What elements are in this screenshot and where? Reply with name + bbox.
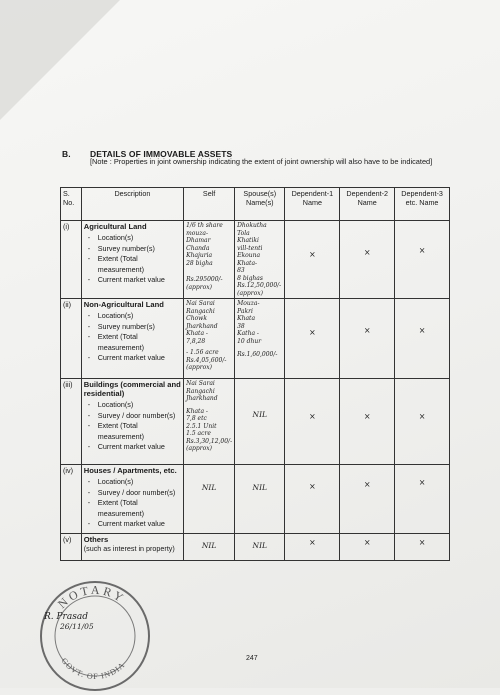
handwritten-line: (approx) — [186, 445, 212, 452]
notary-date: 26/11/05 — [60, 622, 94, 631]
header-dependent-3: Dependent-3 etc. Name — [395, 188, 450, 221]
handwritten-line: vill-tenti — [237, 244, 263, 252]
self-handwritten-entry — [184, 534, 235, 561]
handwritten-line: Katha - — [237, 330, 259, 337]
handwritten-line: 1.5 acre — [186, 430, 211, 437]
handwritten-line: Tola — [237, 229, 250, 237]
handwritten-line: Rangachi — [186, 307, 215, 315]
handwritten-line: Dhokutha — [237, 222, 267, 229]
handwritten-line: 2.5.1 Unit — [186, 422, 217, 430]
section-letter: B. — [62, 149, 71, 159]
handwritten-line: Rs.12,50,000/- — [237, 282, 282, 289]
dependent-2-cross-mark — [340, 379, 395, 465]
table-row — [61, 465, 450, 534]
cross-mark: × — [418, 326, 426, 335]
handwritten-line: Nai Sarai — [186, 380, 215, 387]
cross-mark: × — [363, 412, 371, 421]
dependent-2-cross-mark — [340, 465, 395, 534]
handwritten-line: Jharkhand — [186, 322, 218, 330]
list-item: - Current market value — [84, 519, 181, 530]
row-description — [81, 379, 183, 465]
table-row — [61, 534, 450, 561]
spouse-handwritten-entry — [235, 299, 285, 379]
handwritten-line: Rs.1,60,000/- — [237, 351, 278, 358]
handwritten-nil: NIL — [252, 410, 268, 419]
cross-mark: × — [309, 412, 316, 421]
dependent-3-cross-mark — [395, 221, 450, 299]
section-title: DETAILS OF IMMOVABLE ASSETS — [90, 149, 233, 159]
list-item: - Location(s) — [84, 233, 181, 244]
handwritten-nil: NIL — [252, 541, 268, 550]
handwritten-line: Khata — [237, 315, 256, 322]
handwritten-line: 1/6 th share — [186, 222, 223, 229]
handwritten-line: Khata - — [186, 330, 208, 337]
row-category: Buildings (commercial and residential) — [83, 380, 181, 398]
cross-mark: × — [309, 250, 316, 259]
list-item: - Survey / door number(s) — [84, 411, 181, 422]
dependent-1-cross-mark — [285, 221, 340, 299]
list-item: - Extent (Total measurement) — [84, 254, 181, 275]
list-item: - Current market value — [84, 442, 181, 453]
dependent-1-cross-mark — [285, 379, 340, 465]
handwritten-line: Khajuria — [186, 252, 213, 259]
row-number: (iv) — [61, 465, 82, 534]
handwritten-line: - 1.56 acre — [186, 349, 219, 356]
dependent-2-cross-mark — [340, 299, 395, 379]
dependent-1-cross-mark — [285, 299, 340, 379]
handwritten-line: 28 bigha — [186, 259, 213, 267]
row-number: (iii) — [61, 379, 82, 465]
row-number: (ii) — [61, 299, 82, 379]
notary-seal-stamp — [36, 577, 154, 695]
header-dependent-2: Dependent-2 Name — [340, 188, 395, 221]
cross-mark: × — [309, 482, 316, 491]
header-description: Description — [81, 188, 183, 221]
cross-mark: × — [363, 248, 371, 257]
table-row — [61, 379, 450, 465]
header-self: Self — [184, 188, 235, 221]
list-item: - Extent (Total measurement) — [84, 332, 181, 353]
row-description — [81, 465, 183, 534]
dependent-3-cross-mark — [395, 379, 450, 465]
handwritten-line: Jharkhand — [186, 395, 218, 402]
handwritten-line: Rangachi — [186, 387, 215, 395]
row-category: Houses / Apartments, etc. — [83, 466, 177, 475]
immovable-assets-table — [60, 187, 450, 561]
spouse-handwritten-entry — [235, 534, 285, 561]
list-item: - Location(s) — [84, 311, 181, 322]
list-item: - Survey / door number(s) — [84, 488, 181, 499]
cross-mark: × — [418, 246, 426, 255]
folded-corner-shadow — [0, 0, 120, 120]
handwritten-line: Khata- — [237, 259, 258, 267]
handwritten-line: (approx) — [237, 289, 263, 297]
handwritten-line: Dhamar — [186, 237, 211, 244]
cross-mark: × — [309, 538, 316, 547]
row-description — [81, 299, 183, 379]
self-handwritten-entry — [184, 465, 235, 534]
list-item: - Survey number(s) — [84, 244, 181, 255]
row-sub-items — [84, 477, 181, 530]
dependent-1-cross-mark — [285, 534, 340, 561]
handwritten-line: Rs.4,05,600/- — [186, 356, 227, 364]
handwritten-line: Rs.3,30,12,00/- — [186, 437, 233, 445]
list-item: - Current market value — [84, 275, 181, 286]
table-header-row — [61, 188, 450, 221]
stamp-bottom-text: GOVT. OF INDIA — [59, 656, 127, 682]
dependent-3-cross-mark — [395, 534, 450, 561]
handwritten-line: Khata - — [186, 407, 208, 415]
row-sub-text: (such as interest in property) — [83, 544, 175, 553]
row-category: Agricultural Land — [83, 222, 147, 231]
dependent-1-cross-mark — [285, 465, 340, 534]
cross-mark: × — [418, 538, 426, 547]
handwritten-line: (approx) — [186, 364, 212, 371]
cross-mark: × — [418, 478, 426, 487]
handwritten-line: Chanda — [186, 244, 210, 252]
list-item: - Location(s) — [84, 477, 181, 488]
stamp-top-text: NOTARY — [54, 582, 129, 612]
list-item: - Extent (Total measurement) — [84, 421, 181, 442]
cross-mark: × — [363, 326, 371, 335]
handwritten-line: 83 — [237, 267, 245, 274]
spouse-handwritten-entry — [235, 465, 285, 534]
row-category: Others — [83, 535, 109, 544]
handwritten-line: Rs.295000/- — [186, 276, 223, 283]
dependent-3-cross-mark — [395, 299, 450, 379]
handwritten-nil: NIL — [201, 541, 217, 550]
cross-mark: × — [363, 538, 371, 547]
row-description — [81, 221, 183, 299]
dependent-3-cross-mark — [395, 465, 450, 534]
row-number: (v) — [61, 534, 82, 561]
handwritten-line: Chowk — [186, 315, 207, 322]
stamp-signature-block — [44, 612, 94, 631]
header-sno: S. No. — [61, 188, 82, 221]
row-sub-items — [84, 233, 181, 286]
spouse-handwritten-entry — [235, 221, 285, 299]
dependent-2-cross-mark — [340, 534, 395, 561]
handwritten-line: Ekouna — [237, 252, 261, 259]
handwritten-line: 7,8 etc — [186, 415, 207, 422]
list-item: - Location(s) — [84, 400, 181, 411]
row-number: (i) — [61, 221, 82, 299]
dependent-2-cross-mark — [340, 221, 395, 299]
notary-signature: R. Prasad — [44, 612, 88, 622]
list-item: - Survey number(s) — [84, 322, 181, 333]
page-number: 247 — [246, 655, 258, 662]
row-sub-items — [84, 311, 181, 364]
handwritten-line: (approx) — [186, 283, 212, 291]
self-handwritten-entry — [184, 379, 235, 465]
svg-text:GOVT. OF INDIA — [60, 656, 127, 681]
handwritten-line: 38 — [237, 322, 245, 330]
handwritten-line: Nai Sarai — [186, 300, 215, 307]
handwritten-nil: NIL — [201, 483, 217, 492]
handwritten-nil: NIL — [252, 483, 268, 492]
handwritten-line: 8 bighas — [237, 274, 263, 282]
handwritten-line: mouza- — [186, 229, 209, 237]
row-sub-items — [84, 400, 181, 453]
handwritten-line: 7,8,28 — [186, 337, 206, 345]
row-description — [81, 534, 183, 561]
section-note: [Note : Properties in joint ownership indicating the extent of joint ownership will also have to be indicated] — [90, 157, 433, 166]
handwritten-line: 10 dhur — [237, 337, 262, 345]
table-row — [61, 221, 450, 299]
cross-mark: × — [363, 480, 371, 489]
header-spouse: Spouse(s) Name(s) — [235, 188, 285, 221]
table-row — [61, 299, 450, 379]
list-item: - Current market value — [84, 353, 181, 364]
header-dependent-1: Dependent-1 Name — [285, 188, 340, 221]
row-category: Non-Agricultural Land — [83, 300, 164, 309]
self-handwritten-entry — [184, 299, 235, 379]
spouse-handwritten-entry — [235, 379, 285, 465]
self-handwritten-entry — [184, 221, 235, 299]
handwritten-line: Pakri — [237, 307, 253, 315]
handwritten-line: Mouza- — [237, 300, 260, 307]
cross-mark: × — [418, 412, 426, 421]
list-item: - Extent (Total measurement) — [84, 498, 181, 519]
cross-mark: × — [309, 328, 316, 337]
handwritten-line: Khatiki — [237, 237, 259, 244]
